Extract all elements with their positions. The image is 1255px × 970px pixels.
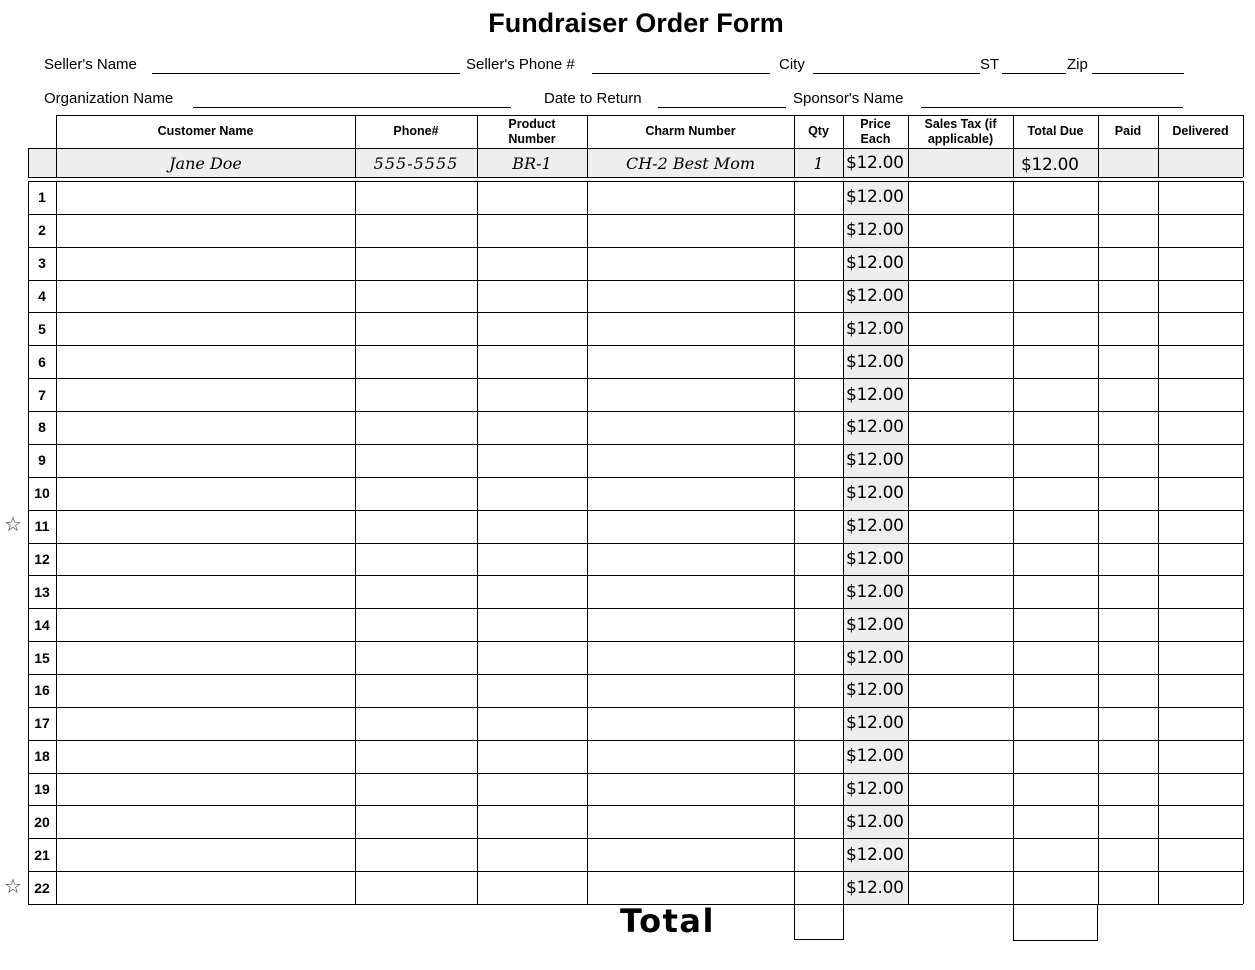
header-product-number bbox=[477, 115, 587, 148]
row-price-each: $12.00 bbox=[846, 384, 904, 405]
date-to-return-label: Date to Return bbox=[544, 90, 642, 107]
example-product-number: BR-1 bbox=[512, 153, 552, 173]
example-price-each: $12.00 bbox=[846, 153, 904, 173]
grid-line bbox=[28, 608, 1243, 609]
row-number: 14 bbox=[34, 616, 50, 633]
zip-field[interactable] bbox=[1092, 59, 1184, 74]
header-sales-tax bbox=[908, 115, 1013, 148]
row-price-each: $12.00 bbox=[846, 614, 904, 635]
row-number: 4 bbox=[38, 288, 46, 304]
row-price-each: $12.00 bbox=[846, 351, 904, 372]
row-number: 1 bbox=[38, 189, 46, 206]
row-price-each: $12.00 bbox=[846, 778, 904, 799]
grid-line bbox=[28, 740, 1243, 741]
row-price-each: $12.00 bbox=[846, 483, 904, 504]
row-number: 5 bbox=[38, 320, 46, 337]
star-outline-icon: ☆ bbox=[4, 514, 22, 537]
grid-line bbox=[28, 345, 1243, 346]
star-outline-icon: ☆ bbox=[4, 875, 22, 898]
row-number: 19 bbox=[34, 780, 50, 797]
row-price-each: $12.00 bbox=[846, 713, 904, 734]
state-field[interactable] bbox=[1002, 59, 1066, 74]
grid-line bbox=[28, 181, 1243, 182]
total-due-box[interactable] bbox=[1013, 904, 1098, 941]
grid-line bbox=[1243, 181, 1244, 904]
grid-line bbox=[28, 177, 1243, 178]
grid-line bbox=[908, 115, 909, 177]
grid-line bbox=[28, 871, 1243, 872]
grid-line bbox=[477, 115, 478, 177]
grid-line bbox=[28, 411, 1243, 412]
grid-line bbox=[28, 148, 29, 177]
grid-line bbox=[28, 378, 1243, 379]
city-label: City bbox=[779, 56, 805, 73]
header-product-number-line2: Number bbox=[508, 131, 556, 146]
grid-line bbox=[28, 510, 1243, 511]
row-price-each: $12.00 bbox=[846, 516, 904, 537]
row-number: 16 bbox=[34, 682, 50, 699]
grid-line bbox=[56, 115, 57, 177]
row-price-each: $12.00 bbox=[846, 811, 904, 832]
zip-label: Zip bbox=[1067, 56, 1088, 73]
grid-line bbox=[28, 773, 1243, 774]
row-number: 3 bbox=[38, 255, 46, 272]
grid-line bbox=[28, 444, 1243, 445]
grid-line bbox=[28, 280, 1243, 281]
row-number: 8 bbox=[38, 419, 46, 436]
grid-line bbox=[28, 247, 1243, 248]
state-label: ST bbox=[980, 56, 1000, 73]
row-price-each: $12.00 bbox=[846, 417, 904, 438]
grid-line bbox=[587, 115, 588, 177]
header-price-each-line1: Price bbox=[860, 116, 891, 131]
example-total-due: $12.00 bbox=[1021, 155, 1079, 175]
header-sales-tax-line1: Sales Tax (if bbox=[924, 116, 997, 131]
grid-line bbox=[28, 148, 1243, 149]
row-price-each: $12.00 bbox=[846, 286, 904, 306]
row-number: 2 bbox=[38, 222, 46, 239]
row-price-each: $12.00 bbox=[846, 220, 904, 241]
row-price-each: $12.00 bbox=[846, 746, 904, 767]
grid-line bbox=[1243, 115, 1244, 177]
city-field[interactable] bbox=[813, 59, 980, 74]
grid-line bbox=[56, 115, 1243, 116]
seller-phone-field[interactable] bbox=[592, 59, 770, 74]
page-title: Fundraiser Order Form bbox=[488, 8, 784, 38]
example-qty: 1 bbox=[813, 153, 824, 173]
header-customer-name: Customer Name bbox=[157, 124, 254, 138]
row-price-each: $12.00 bbox=[846, 450, 904, 471]
organization-name-field[interactable] bbox=[193, 93, 511, 108]
row-number: 22 bbox=[34, 879, 50, 896]
grid-line bbox=[1098, 115, 1099, 177]
grid-line bbox=[794, 115, 795, 177]
header-product-number-line1: Product bbox=[508, 116, 556, 131]
row-price-each: $12.00 bbox=[846, 581, 904, 602]
grid-line bbox=[843, 115, 844, 177]
grid-line bbox=[28, 543, 1243, 544]
row-price-each: $12.00 bbox=[846, 187, 904, 208]
row-price-each: $12.00 bbox=[846, 877, 904, 898]
grid-line bbox=[1158, 115, 1159, 177]
row-price-each: $12.00 bbox=[846, 680, 904, 701]
header-delivered: Delivered bbox=[1172, 124, 1229, 138]
organization-name-label: Organization Name bbox=[44, 90, 174, 107]
row-price-each: $12.00 bbox=[846, 548, 904, 569]
total-label: Total bbox=[620, 902, 715, 940]
grid-line bbox=[28, 805, 1243, 806]
header-charm-number: Charm Number bbox=[645, 124, 736, 138]
row-number: 9 bbox=[38, 452, 46, 469]
grid-line bbox=[28, 641, 1243, 642]
example-customer-name: Jane Doe bbox=[169, 153, 242, 173]
row-number: 15 bbox=[34, 649, 50, 666]
row-number: 12 bbox=[34, 550, 50, 567]
seller-phone-label: Seller's Phone # bbox=[466, 56, 575, 73]
header-price-each bbox=[843, 115, 908, 148]
header-total-due: Total Due bbox=[1027, 124, 1084, 138]
row-number: 20 bbox=[34, 813, 50, 830]
grid-line bbox=[28, 214, 1243, 215]
header-paid: Paid bbox=[1114, 124, 1142, 138]
row-price-each: $12.00 bbox=[846, 647, 904, 668]
seller-name-field[interactable] bbox=[152, 59, 460, 74]
row-price-each: $12.00 bbox=[846, 318, 904, 339]
grid-line bbox=[355, 115, 356, 177]
sponsor-name-label: Sponsor's Name bbox=[793, 90, 904, 107]
row-number: 17 bbox=[34, 715, 50, 732]
total-qty-box[interactable] bbox=[794, 904, 844, 940]
row-number: 21 bbox=[34, 846, 50, 863]
row-number: 18 bbox=[34, 748, 50, 765]
date-to-return-field[interactable] bbox=[658, 93, 786, 108]
grid-line bbox=[28, 674, 1243, 675]
example-phone: 555-5555 bbox=[373, 153, 459, 173]
header-price-each-line2: Each bbox=[860, 131, 891, 146]
example-charm-number: CH-2 Best Mom bbox=[625, 153, 755, 173]
grid-line bbox=[28, 838, 1243, 839]
grid-line bbox=[28, 707, 1243, 708]
row-number: 13 bbox=[34, 583, 50, 600]
header-qty: Qty bbox=[808, 124, 829, 138]
row-price-each: $12.00 bbox=[846, 253, 904, 274]
header-phone: Phone# bbox=[393, 124, 439, 138]
grid-line bbox=[28, 312, 1243, 313]
header-sales-tax-line2: applicable) bbox=[927, 131, 994, 146]
row-number: 6 bbox=[38, 353, 46, 370]
row-number: 11 bbox=[34, 518, 50, 535]
grid-line bbox=[28, 477, 1243, 478]
row-price-each: $12.00 bbox=[846, 844, 904, 865]
grid-line bbox=[1013, 115, 1014, 177]
sponsor-name-field[interactable] bbox=[921, 93, 1183, 108]
row-number: 10 bbox=[34, 485, 50, 502]
grid-line bbox=[28, 575, 1243, 576]
seller-name-label: Seller's Name bbox=[44, 56, 137, 73]
row-number: 7 bbox=[38, 386, 46, 403]
